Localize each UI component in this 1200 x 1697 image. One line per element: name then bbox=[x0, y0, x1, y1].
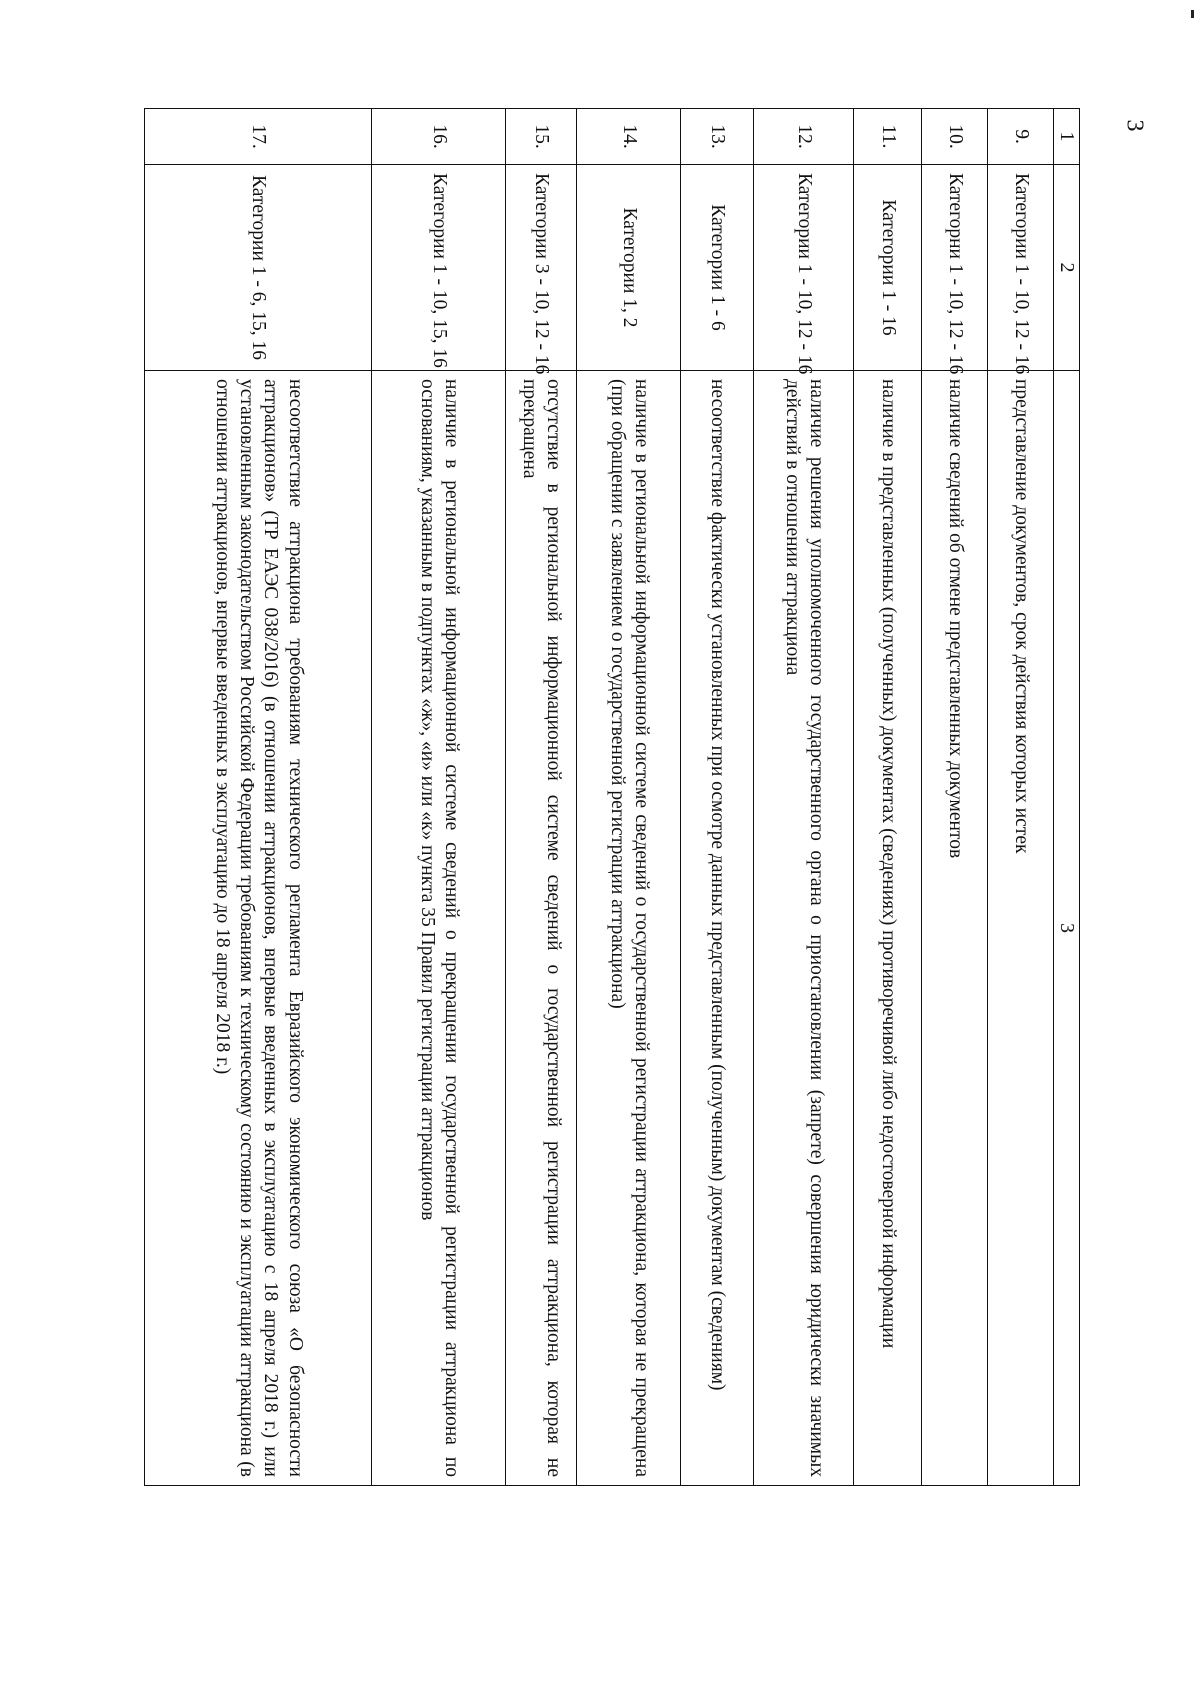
column-header-2: 2 bbox=[1054, 165, 1080, 371]
table-row bbox=[988, 109, 1054, 1486]
row-description: представление документов, срок действия которых истек bbox=[988, 371, 1054, 1486]
table-row bbox=[145, 109, 372, 1486]
row-categories: Категории 1 - 10, 12 - 16 bbox=[988, 165, 1054, 371]
table-container bbox=[144, 108, 1080, 1486]
table-row bbox=[681, 109, 754, 1486]
table-row bbox=[372, 109, 506, 1486]
row-description: наличие сведений об отмене представленных документов bbox=[922, 371, 988, 1486]
row-description: отсутствие в региональной информационной системе сведений о государственной регистрации аттракциона, которая не прекращена bbox=[506, 371, 576, 1486]
row-categories: Категории 1 - 6 bbox=[681, 165, 754, 371]
row-categories: Категории 1 - 10, 12 - 16 bbox=[754, 165, 854, 371]
row-categories: Категории 1, 2 bbox=[576, 165, 681, 371]
row-number: 9. bbox=[988, 109, 1054, 165]
table-row bbox=[854, 109, 922, 1486]
row-number: 17. bbox=[145, 109, 372, 165]
row-number: 12. bbox=[754, 109, 854, 165]
row-categories: Категории 1 - 6, 15, 16 bbox=[145, 165, 372, 371]
row-description: наличие в представленных (полученных) документах (сведениях) противоречивой либо недостоверной информации bbox=[854, 371, 922, 1486]
row-number: 13. bbox=[681, 109, 754, 165]
row-categories: Категории 1 - 16 bbox=[854, 165, 922, 371]
refusal-grounds-table bbox=[144, 108, 1080, 1486]
table-row bbox=[506, 109, 576, 1486]
column-header-1: 1 bbox=[1054, 109, 1080, 165]
column-header-3: 3 bbox=[1054, 371, 1080, 1486]
row-description: наличие в региональной информационной системе сведений о прекращении государственной регистрации аттракциона по основаниям, указанным в подпунктах «ж», «и» или «к» пункта 35 Правил регистрации аттракционов bbox=[372, 371, 506, 1486]
row-number: 15. bbox=[506, 109, 576, 165]
row-number: 10. bbox=[922, 109, 988, 165]
table-row bbox=[754, 109, 854, 1486]
row-description: несоответствие фактически установленных при осмотре данных представленным (полученным) документам (сведениям) bbox=[681, 371, 754, 1486]
table-row bbox=[576, 109, 681, 1486]
row-description: наличие в региональной информационной системе сведений о государственной регистрации аттракциона, которая не прекращена (при обращении с заявлением о государственной регистрации аттракциона) bbox=[576, 371, 681, 1486]
table-header-row bbox=[1054, 109, 1080, 1486]
table-row bbox=[922, 109, 988, 1486]
page-number: 3 bbox=[1121, 119, 1148, 132]
row-number: 11. bbox=[854, 109, 922, 165]
scan-mark bbox=[1191, 10, 1194, 18]
row-categories: Категории 3 - 10, 12 - 16 bbox=[506, 165, 576, 371]
row-categories: Категории 1 - 10, 15, 16 bbox=[372, 165, 506, 371]
row-categories: Категорни 1 - 10, 12 - 16 bbox=[922, 165, 988, 371]
row-description: наличие решения уполномоченного государственного органа о приостановлении (запрете) совершения юридически значимых действий в отношении аттракциона bbox=[754, 371, 854, 1486]
row-number: 16. bbox=[372, 109, 506, 165]
row-number: 14. bbox=[576, 109, 681, 165]
row-description: несоответствие аттракциона требованиям технического регламента Евразийского экономического союза «О безопасности аттракционов» (ТР ЕАЭС 038/2016) (в отношении аттракционов, впервые введенных в эксплуатацию с 18 апреля 2018 г.) или установленным законодательством Российской Федерации требованиям к техническому состоянию и эксплуатации аттракциона (в отношении аттракционов, впервые введенных в эксплуатацию до 18 апреля 2018 г.) bbox=[145, 371, 372, 1486]
